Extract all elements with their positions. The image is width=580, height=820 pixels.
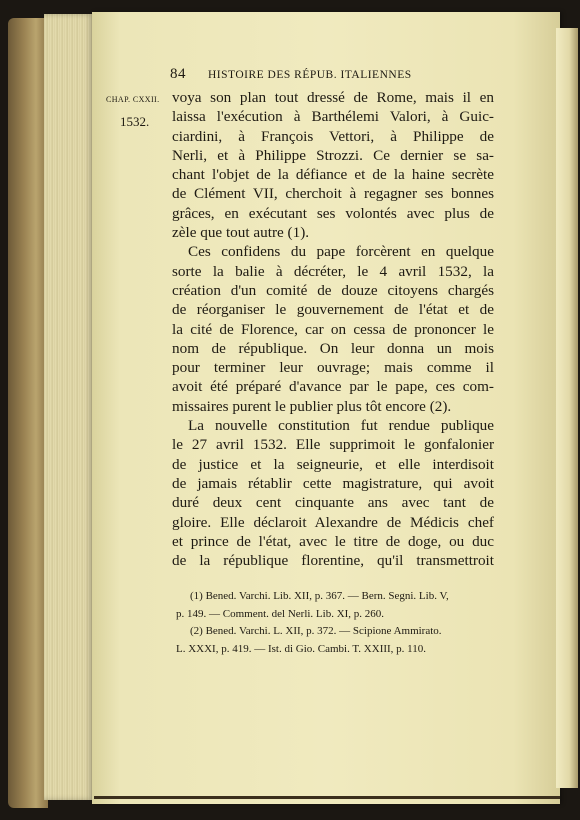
text-line: missaires purent le publier plus tôt encore (2).	[172, 397, 452, 415]
page-number: 84	[170, 66, 186, 82]
footnote-line: (2) Bened. Varchi. L. XII, p. 372. — Scipione Ammirato.	[190, 625, 442, 637]
text-line: zèle que tout autre (1).	[172, 224, 310, 242]
text-line: création d'un comité de douze citoyens chargés	[172, 281, 494, 299]
footnote-line: (1) Bened. Varchi. Lib. XII, p. 367. — Bern. Segni. Lib. V,	[190, 590, 449, 602]
margin-year: 1532.	[120, 114, 150, 129]
margin-chapter: CHAP. CXXII.	[106, 95, 160, 104]
text-line: de jamais rétablir cette magistrature, qui avoit	[172, 474, 494, 492]
text-line: sorte la balie à décréter, le 4 avril 1532, la	[172, 262, 494, 280]
text-line: voya son plan tout dressé de Rome, mais il en	[172, 89, 494, 106]
text-line: grâces, en exécutant ses volontés avec plus de	[172, 204, 494, 222]
footnotes	[176, 588, 498, 658]
page-stack-edges	[44, 14, 94, 800]
running-head	[170, 66, 500, 83]
text-line: Ces confidens du pape forcèrent en quelque	[188, 243, 494, 261]
text-line: Nerli, et à Philippe Strozzi. Ce dernier se sa-	[172, 146, 494, 164]
text-line: nom de république. On leur donna un mois	[172, 339, 494, 357]
body-text	[172, 88, 494, 570]
text-line: duré deux cent cinquante ans avec tant de	[172, 494, 494, 512]
text-line: ciardini, à François Vettori, à Philippe de	[172, 127, 494, 145]
text-line: avoit été préparé d'avance par le pape, ces com-	[172, 378, 494, 396]
text-line: gloire. Elle déclaroit Alexandre de Médicis chef	[172, 513, 494, 531]
footnote-line: L. XXXI, p. 419. — Ist. di Gio. Cambi. T. XXIII, p. 110.	[176, 642, 427, 655]
text-line: de la république florentine, qu'il transmettroit	[172, 552, 494, 570]
facing-page-edge	[556, 28, 578, 788]
bottom-border	[94, 796, 560, 799]
text-line: pour terminer leur ouvrage; mais comme il	[172, 359, 494, 377]
text-line: laissa l'exécution à Barthélemi Valori, à Guic-	[172, 108, 494, 126]
text-line: de Clément VII, cherchoit à regagner ses bonnes	[172, 185, 494, 203]
text-line: de justice et la seigneurie, et elle interdisoit	[172, 455, 494, 473]
running-title: HISTOIRE DES RÉPUB. ITALIENNES	[208, 69, 412, 81]
text-line: la cité de Florence, car on cessa de prononcer le	[172, 320, 494, 338]
text-line: le 27 avril 1532. Elle supprimoit le gonfalonier	[172, 436, 494, 454]
footnote-line: p. 149. — Comment. del Nerli. Lib. XI, p. 260.	[176, 607, 385, 620]
book-cover-edge	[8, 18, 48, 808]
text-line: de réorganiser le gouvernement de l'état et de	[172, 301, 494, 319]
text-line: La nouvelle constitution fut rendue publique	[188, 417, 494, 435]
text-line: chant l'objet de la défiance et de la haine secrète	[172, 166, 494, 184]
text-line: et prince de l'état, avec le titre de doge, ou duc	[172, 532, 494, 550]
